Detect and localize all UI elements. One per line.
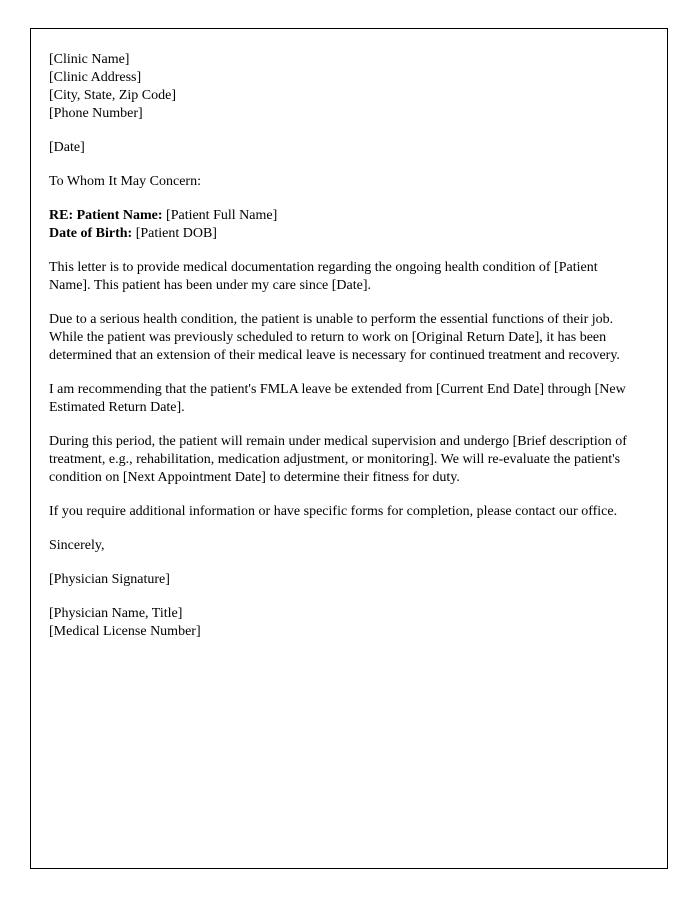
- signoff-block: [49, 605, 633, 641]
- date-block: [49, 139, 633, 157]
- salutation-block: [49, 173, 633, 191]
- body-paragraph-2: Due to a serious health condition, the patient is unable to perform the essential functions of their job. While the patient was previously scheduled to return to work on [Original Return Date], it has been determined that an extension of their medical leave is necessary for continued treatment and recovery.: [49, 312, 620, 363]
- date-line: [Date]: [49, 140, 85, 155]
- body-paragraph-3: I am recommending that the patient's FMLA leave be extended from [Current End Date] through [New Estimated Return Date].: [49, 382, 626, 415]
- body-paragraph-4: During this period, the patient will remain under medical supervision and undergo [Brief description of treatment, e.g., rehabilitation, medication adjustment, or monitoring]. We will re-evaluate the patient's condition on [Next Appointment Date] to determine their fitness for duty.: [49, 434, 627, 485]
- dob-value: [Patient DOB]: [135, 226, 217, 241]
- patient-dob-line: [49, 225, 633, 243]
- body-paragraph-1: This letter is to provide medical documentation regarding the ongoing health condition of [Patient Name]. This patient has been under my care since [Date].: [49, 260, 598, 293]
- clinic-city-state-zip-line: [City, State, Zip Code]: [49, 88, 177, 103]
- clinic-address-line: [Clinic Address]: [49, 70, 142, 85]
- dob-label: Date of Birth:: [49, 226, 133, 241]
- patient-re-line: [49, 207, 633, 225]
- medical-license-line: [Medical License Number]: [49, 624, 201, 639]
- salutation-line: To Whom It May Concern:: [49, 174, 201, 189]
- clinic-phone-line: [Phone Number]: [49, 106, 143, 121]
- re-label: RE: Patient Name:: [49, 208, 163, 223]
- signature-line: [Physician Signature]: [49, 572, 170, 587]
- patient-info-block: [49, 207, 633, 243]
- clinic-header-block: [49, 51, 633, 123]
- physician-name-title-line: [Physician Name, Title]: [49, 606, 183, 621]
- re-value: [Patient Full Name]: [166, 208, 278, 223]
- body-paragraph-5: If you require additional information or have specific forms for completion, please contact our office.: [49, 504, 618, 519]
- letter-page: [30, 28, 668, 869]
- clinic-name-line: [Clinic Name]: [49, 52, 130, 67]
- closing-line: Sincerely,: [49, 538, 105, 553]
